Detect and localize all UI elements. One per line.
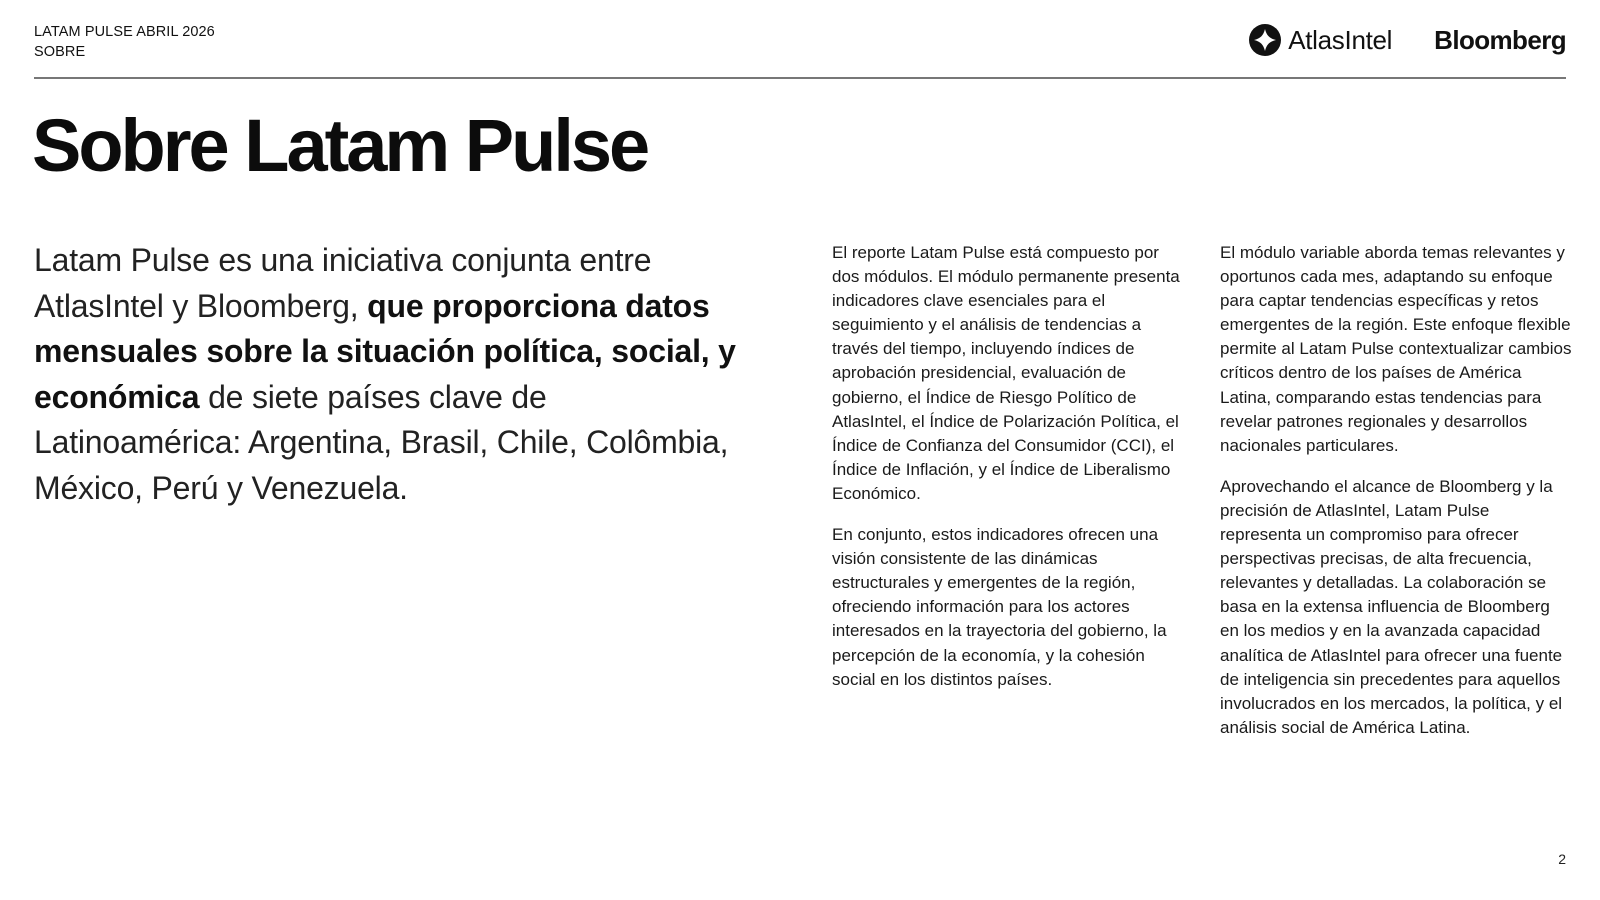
column2-paragraph-2: Aprovechando el alcance de Bloomberg y la precisión de AtlasIntel, Latam Pulse representa un compromiso para ofrecer perspectivas precisas, de alta frecuencia, relevantes y detalladas. La colaboración se basa en la extensa influencia de Bloomberg en los medios y en la avanzada capacidad analítica de AtlasIntel para ofrecer una fuente de inteligencia sin precedentes para aquellos involucrados en los mercados, la política, y el análisis social de América Latina.: [1220, 476, 1563, 737]
atlasintel-wordmark: [1288, 25, 1392, 56]
header-divider: [34, 77, 1566, 79]
lead-text-end: de siete países clave de Latinoamérica: Argentina, Brasil, Chile, Colômbia, México, Perú y Venezuela.: [34, 378, 729, 506]
atlasintel-wordmark-intel: Intel: [1344, 24, 1393, 55]
lead-text-start: Latam Pulse es una iniciativa conjunta entre AtlasIntel y Bloomberg,: [34, 242, 652, 324]
page-title: Sobre Latam Pulse: [32, 104, 648, 187]
column1-paragraph-2: En conjunto, estos indicadores ofrecen una visión consistente de las dinámicas estructurales y emergentes de la región, ofreciendo información para los actores interesados en la trayectoria del gobierno, la percepción de la economía, y la cohesión social en los distintos países.: [832, 525, 1167, 689]
report-header: [34, 22, 215, 62]
report-header-section: SOBRE: [34, 44, 86, 60]
partner-logos: [1248, 20, 1566, 60]
text-column-1: [832, 241, 1187, 709]
lead-text-bold: que proporciona datos mensuales sobre la situación política, social, y económica: [34, 287, 736, 415]
atlasintel-logo: [1248, 23, 1392, 57]
text-column-2: [1220, 241, 1572, 757]
report-header-title: LATAM PULSE ABRIL 2026: [34, 24, 215, 40]
column1-paragraph-1: El reporte Latam Pulse está compuesto por dos módulos. El módulo permanente presenta indicadores clave esenciales para el seguimiento y el análisis de tendencias a través del tiempo, incluyendo índices de aprobación presidencial, evaluación de gobierno, el Índice de Riesgo Político de AtlasIntel, el Índice de Polarización Política, el Índice de Confianza del Consumidor (CCI), el Índice de Inflación, y el Índice de Liberalismo Económico.: [832, 243, 1180, 503]
page-number: 2: [1558, 851, 1566, 867]
bloomberg-logo: Bloomberg: [1434, 24, 1566, 55]
atlasintel-wordmark-atlas: Atlas: [1288, 24, 1345, 55]
column2-paragraph-1: El módulo variable aborda temas relevantes y oportunos cada mes, adaptando su enfoque para captar tendencias específicas y retos emergentes de la región. Este enfoque flexible permite al Latam Pulse contextualizar cambios críticos dentro de los países de América Latina, comparando estas tendencias para revelar patrones regionales y desarrollos nacionales particulares.: [1220, 243, 1572, 455]
lead-paragraph: [34, 238, 754, 511]
atlasintel-logo-icon: [1248, 23, 1282, 57]
